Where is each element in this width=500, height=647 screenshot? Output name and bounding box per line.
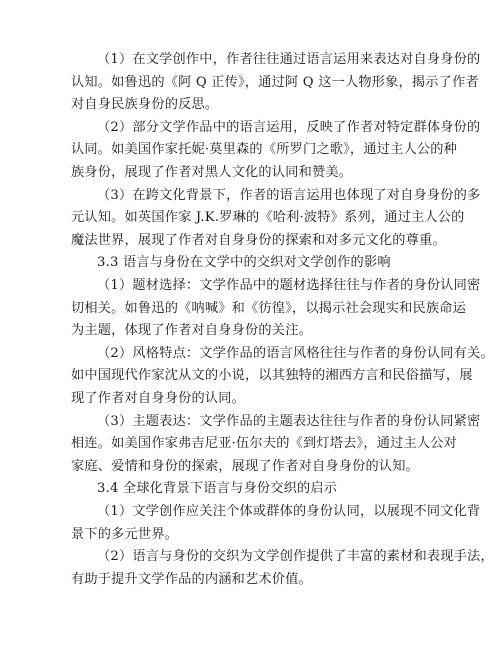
text-line: 相连。如美国作家弗吉尼亚·伍尔夫的《到灯塔去》，通过主人公对	[71, 436, 458, 452]
text-line: 认知。如鲁迅的《阿 Q 正传》，通过阿 Q 这一人物形象，揭示了作者	[71, 74, 479, 90]
text-line: 魔法世界，展现了作者对自身身份的探索和对多元文化的尊重。	[71, 232, 446, 248]
section-heading-3-4: 3.4 全球化背景下语言与身份交织的启示	[97, 481, 338, 497]
text-line: 为主题，体现了作者对自身身份的关注。	[71, 323, 312, 339]
text-line: 元认知。如英国作家 J.K.罗琳的《哈利·波特》系列，通过主人公的	[71, 210, 465, 226]
text-line: （1）题材选择：文学作品中的题材选择往往与作者的身份认同密	[97, 278, 481, 293]
text-line: （1）在文学创作中，作者往往通过语言运用来表达对自身身份的	[97, 52, 481, 67]
text-line: 族身份，展现了作者对黑人文化的认同和赞美。	[71, 165, 353, 180]
text-line: （3）主题表达：文学作品的主题表达往往与作者的身份认同紧密	[97, 413, 481, 429]
text-line: 景下的多元世界。	[71, 526, 179, 542]
text-line: （2）部分文学作品中的语言运用，反映了作者对特定群体身份的	[97, 119, 481, 135]
text-line: 切相关。如鲁迅的《呐喊》和《彷徨》，以揭示社会现实和民族命运	[71, 300, 467, 316]
text-line: 现了作者对自身身份的认同。	[71, 391, 246, 406]
text-line: 认同。如美国作家托妮·莫里森的《所罗门之歌》，通过主人公的种	[71, 142, 458, 158]
text-line: 对自身民族身份的反思。	[71, 97, 219, 113]
text-line: 有助于提升文学作品的内涵和艺术价值。	[71, 571, 312, 587]
text-line: 家庭、爱情和身份的探索，展现了作者对自身身份的认知。	[71, 458, 420, 474]
text-line: （1）文学创作应关注个体或群体的身份认同，以展现不同文化背	[97, 504, 481, 519]
text-line: 如中国现代作家沈从文的小说，以其独特的湘西方言和民俗描写，展	[71, 368, 473, 384]
text-line: （3）在跨文化背景下，作者的语言运用也体现了对自身身份的多	[97, 187, 481, 203]
text-line: （2）风格特点：文学作品的语言风格往往与作者的身份认同有关。	[97, 345, 494, 361]
section-heading-3-3: 3.3 语言与身份在文学中的交织对文学创作的影响	[97, 255, 391, 271]
text-line: （2）语言与身份的交织为文学创作提供了丰富的素材和表现手法，	[97, 549, 494, 565]
